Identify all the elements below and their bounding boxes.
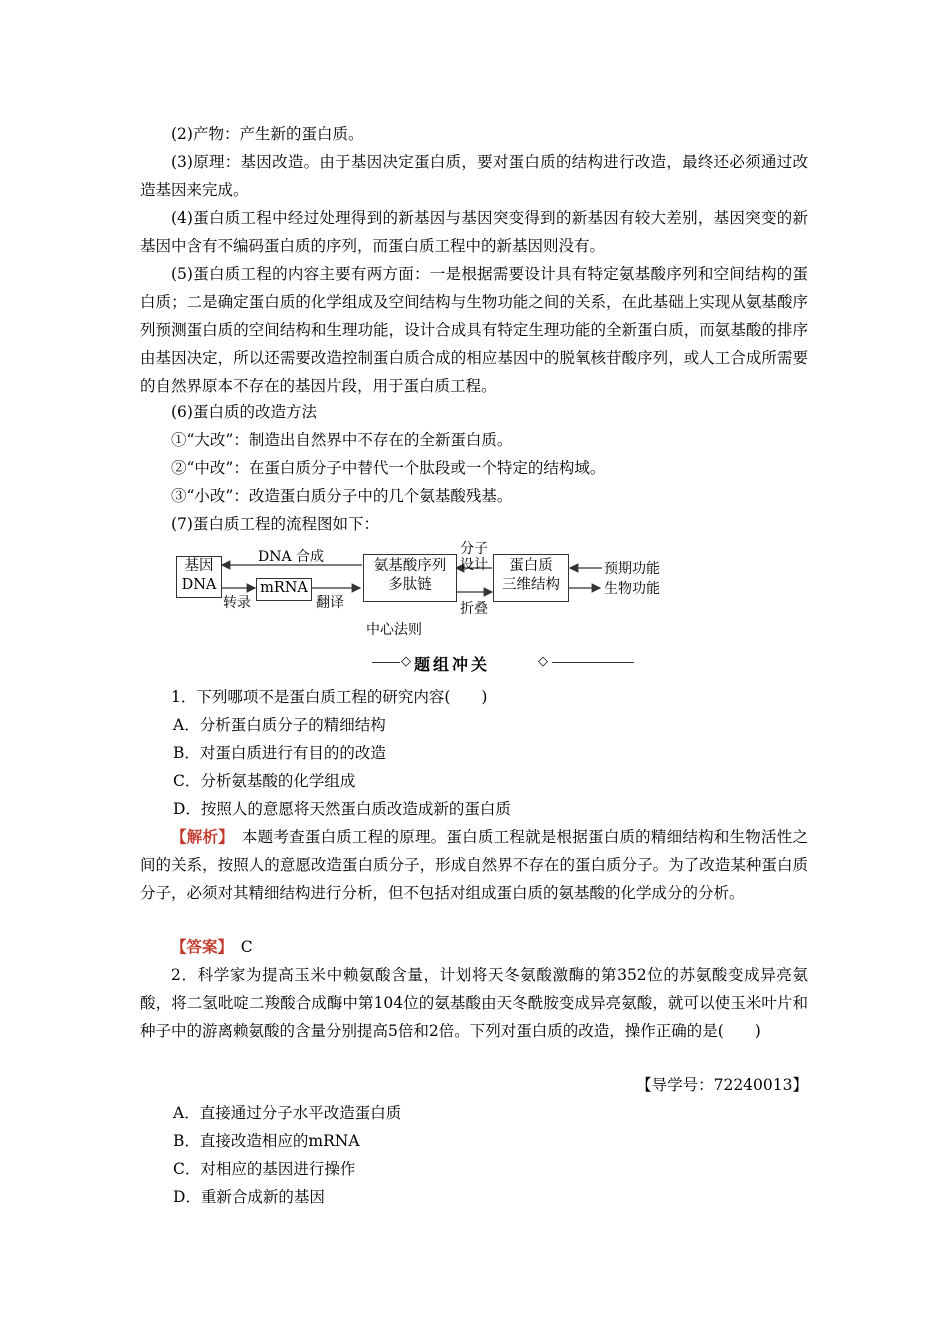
paragraph-content: (5)蛋白质工程的内容主要有两方面：一是根据需要设计具有特定氨基酸序列和空间结构的蛋白质；二是确定蛋白质的化学组成及空间结构与生物功能之间的关系，在此基础上实现从氨基酸序列预测蛋白质的空间结构和生理功能，设计合成具有特定生理功能的全新蛋白质，而氨基酸的排序由基因决定，所以还需要改造控制蛋白质合成的相应基因中的脱氧核苷酸序列，或人工合成所需要的自然界原本不存在的基因片段，用于蛋白质工程。 — [140, 265, 808, 395]
box-mrna: mRNA — [256, 578, 312, 601]
method-big: ①“大改”：制造出自然界中不存在的全新蛋白质。 — [171, 431, 513, 449]
label-bio-function: 生物功能 — [604, 581, 660, 597]
q1-option-a: A．分析蛋白质分子的精细结构 — [173, 716, 386, 734]
box-protein-line2: 三维结构 — [502, 577, 560, 593]
paragraph-product: (2)产物：产生新的蛋白质。 — [171, 125, 364, 143]
divider-left — [372, 662, 400, 663]
paragraph-flow-intro: (7)蛋白质工程的流程图如下： — [171, 515, 379, 533]
q1-option-d: D．按照人的意愿将天然蛋白质改造成新的蛋白质 — [173, 800, 511, 818]
label-central-dogma: 中心法则 — [366, 622, 422, 638]
q1-analysis-text: 本题考查蛋白质工程的原理。蛋白质工程就是根据蛋白质的精细结构和生物活性之间的关系，按照人的意愿改造蛋白质分子，形成自然界不存在的蛋白质分子。为了改造某种蛋白质分子，必须对其精细结构进行分析，但不包括对组成蛋白质的氨基酸的化学成分的分析。 — [140, 828, 808, 902]
paragraph-methods: (6)蛋白质的改造方法 — [171, 403, 317, 421]
paragraph-difference: (4)蛋白质工程中经过处理得到的新基因与基因突变得到的新基因有较大差别，基因突变的新基因中含有不编码蛋白质的序列，而蛋白质工程中的新基因则没有。 — [140, 209, 808, 255]
box-aa-line2: 多肽链 — [388, 577, 432, 593]
box-gene-dna — [176, 556, 222, 598]
label-design-1: 分子 — [460, 541, 488, 557]
paragraph-principle: (3)原理：基因改造。由于基因决定蛋白质，要对蛋白质的结构进行改造，最终还必须通过改造基因来完成。 — [140, 153, 808, 199]
q1-answer-text: C — [225, 938, 253, 956]
label-folding: 折叠 — [460, 601, 488, 617]
box-amino-acid — [363, 554, 457, 602]
protein-engineering-flowchart — [170, 540, 690, 645]
q2-guide-number: 【导学号：72240013】 — [636, 1076, 808, 1094]
divider-right — [552, 662, 634, 663]
method-medium: ②“中改”：在蛋白质分子中替代一个肽段或一个特定的结构域。 — [171, 459, 606, 477]
q1-answer-tag: 【答案】 — [171, 937, 226, 956]
label-transcription: 转录 — [223, 595, 251, 611]
label-design-2: 设计 — [460, 557, 488, 573]
box-aa-line1: 氨基酸序列 — [373, 558, 447, 574]
box-protein — [493, 554, 569, 602]
q1-stem: 1．下列哪项不是蛋白质工程的研究内容( ) — [171, 688, 488, 706]
section-header — [0, 652, 950, 674]
q2-option-a: A．直接通过分子水平改造蛋白质 — [173, 1104, 402, 1122]
box-protein-line1: 蛋白质 — [509, 558, 553, 574]
method-small: ③“小改”：改造蛋白质分子中的几个氨基酸残基。 — [171, 487, 513, 505]
q1-answer — [140, 933, 808, 961]
label-translation: 翻译 — [316, 595, 344, 611]
q2-option-b: B．直接改造相应的mRNA — [173, 1132, 360, 1150]
label-expected-function: 预期功能 — [604, 561, 660, 577]
q1-analysis-tag: 【解析】 — [171, 827, 227, 846]
label-dna-synthesis: DNA 合成 — [258, 549, 325, 565]
q2-option-c: C．对相应的基因进行操作 — [173, 1160, 356, 1178]
diamond-right-icon: ◇ — [538, 654, 548, 669]
box-gene-line2: DNA — [181, 577, 217, 593]
q1-option-b: B．对蛋白质进行有目的的改造 — [173, 744, 386, 762]
q1-option-c: C．分析氨基酸的化学组成 — [173, 772, 356, 790]
q1-analysis — [140, 823, 808, 907]
q2-stem: 2．科学家为提高玉米中赖氨酸含量，计划将天冬氨酸激酶的第352位的苏氨酸变成异亮氨酸，将二氢吡啶二羧酸合成酶中第104位的氨基酸由天冬酰胺变成异亮氨酸，就可以使玉米叶片和种子中的游离赖氨酸的含量分别提高5倍和2倍。下列对蛋白质的改造，操作正确的是( ) — [140, 966, 808, 1040]
q2-option-d: D．重新合成新的基因 — [173, 1188, 325, 1206]
section-title: 题组冲关 — [414, 655, 491, 674]
diamond-left-icon: ◇ — [401, 654, 411, 669]
box-gene-line1: 基因 — [184, 558, 214, 574]
